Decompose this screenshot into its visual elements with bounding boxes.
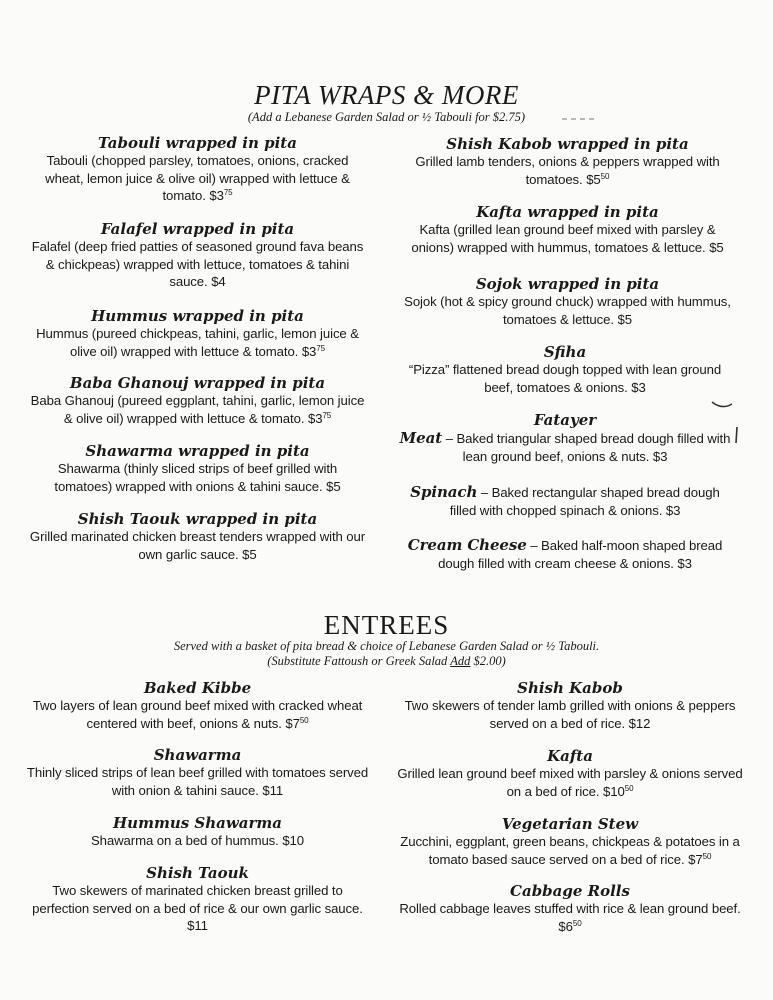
menu-item xyxy=(25,864,370,935)
item-description: Baba Ghanouj (pureed eggplant, tahini, garlic, lemon juice & olive oil) wrapped with lettuce & tomato. $\$3^{75}$ xyxy=(30,393,365,426)
item-name: Baked Kibbe xyxy=(143,679,252,697)
item-name: Hummus Shawarma xyxy=(113,814,282,832)
item-name: Tabouli wrapped in pita xyxy=(98,134,297,152)
item-description: Shawarma on a bed of hummus. $10 xyxy=(90,833,305,848)
menu-item xyxy=(400,343,730,396)
pita-section-title: PITA WRAPS & MORE xyxy=(254,80,519,110)
item-description: Tabouli (chopped parsley, tomatoes, onions, cracked wheat, lemon juice & olive oil) wrapped with lettuce & tomato. $\$3^{75}$ xyxy=(45,153,350,203)
item-description: Thinly sliced strips of lean beef grilled with tomatoes served with onion & tahini sauce. $11 xyxy=(26,765,369,798)
entrees-note: Served with a basket of pita bread & choice of Lebanese Garden Salad or ½ Tabouli. xyxy=(173,639,600,653)
entrees-section-title: ENTREES xyxy=(323,610,450,640)
menu-item xyxy=(395,275,740,328)
menu-item xyxy=(30,307,365,360)
item-description: Spinach – Baked rectangular shaped bread dough filled with chopped spinach & onions. $3 xyxy=(410,483,720,518)
menu-item xyxy=(30,220,365,291)
item-name: Sfiha xyxy=(543,343,587,361)
pen-mark xyxy=(710,398,736,410)
item-name: Spinach xyxy=(410,483,478,501)
item-name: Kafta xyxy=(547,747,593,765)
item-description: Meat – Baked triangular shaped bread dough filled with lean ground beef, onions & nuts. $3 xyxy=(399,429,731,464)
menu-item xyxy=(395,430,735,465)
item-name: Hummus wrapped in pita xyxy=(91,307,304,325)
item-description: Two layers of lean ground beef mixed with cracked wheat centered with beef, onions & nuts. $\$7^{50}$ xyxy=(32,698,363,731)
item-name: Shish Taouk xyxy=(146,864,249,882)
item-description: Sojok (hot & spicy ground chuck) wrapped with hummus, tomatoes & lettuce. $5 xyxy=(404,294,731,327)
item-description: Grilled lean ground beef mixed with parsley & onions served on a bed of rice. $\$10^{50}$ xyxy=(397,766,743,799)
menu-item xyxy=(400,135,735,188)
item-name: Falafel wrapped in pita xyxy=(100,220,295,238)
menu-item xyxy=(395,882,745,935)
menu-item xyxy=(400,537,730,572)
item-description: Rolled cabbage leaves stuffed with rice & lean ground beef. $\$6^{50}$ xyxy=(399,901,741,934)
menu-item xyxy=(25,814,370,850)
item-name: Cream Cheese xyxy=(407,536,527,554)
scan-smudge xyxy=(560,114,600,122)
item-description: “Pizza” flattened bread dough topped with lean ground beef, tomatoes & onions. $3 xyxy=(408,362,722,395)
entrees-substitute-note: (Substitute Fattoush or Greek Salad Add $2.00) xyxy=(267,654,506,668)
item-description: Kafta (grilled lean ground beef mixed with parsley & onions) wrapped with hummus, tomatoes & lettuce. $5 xyxy=(411,222,724,255)
pen-mark xyxy=(733,425,741,445)
item-description: Falafel (deep fried patties of seasoned ground fava beans & chickpeas) wrapped with lettuce, tomatoes & tahini sauce. $4 xyxy=(31,239,364,289)
item-name: Baba Ghanouj wrapped in pita xyxy=(69,374,326,392)
menu-item xyxy=(400,203,735,256)
item-name: Cabbage Rolls xyxy=(510,882,630,900)
item-description: Two skewers of tender lamb grilled with onions & peppers served on a bed of rice. $12 xyxy=(404,698,736,731)
item-name: Vegetarian Stew xyxy=(501,815,639,833)
item-description: Zucchini, eggplant, green beans, chickpeas & potatoes in a tomato based sauce served on a bed of rice. $\$7^{50}$ xyxy=(400,834,740,867)
menu-item xyxy=(25,746,370,799)
item-description: Cream Cheese – Baked half-moon shaped bread dough filled with cream cheese & onions. $3 xyxy=(407,536,723,571)
item-name: Shish Taouk wrapped in pita xyxy=(77,510,318,528)
menu-item xyxy=(30,134,365,205)
item-name: Kafta wrapped in pita xyxy=(476,203,659,221)
item-description: Hummus (pureed chickpeas, tahini, garlic, lemon juice & olive oil) wrapped with lettuce & tomato. $\$3^{75}$ xyxy=(36,326,359,359)
item-name: Meat xyxy=(399,429,443,447)
fatayer-group xyxy=(400,411,730,429)
item-name: Shish Kabob wrapped in pita xyxy=(446,135,689,153)
menu-item xyxy=(395,679,745,732)
item-name: Shawarma xyxy=(153,746,242,764)
item-description: Grilled lamb tenders, onions & peppers wrapped with tomatoes. $\$5^{50}$ xyxy=(415,154,720,187)
menu-item xyxy=(30,374,365,427)
menu-item xyxy=(395,747,745,800)
menu-item xyxy=(25,510,370,563)
item-name: Shawarma wrapped in pita xyxy=(85,442,310,460)
item-description: Grilled marinated chicken breast tenders wrapped with our own garlic sauce. $5 xyxy=(29,529,366,562)
item-description: Two skewers of marinated chicken breast grilled to perfection served on a bed of rice & our own garlic sauce. $11 xyxy=(32,883,363,933)
item-name: Shish Kabob xyxy=(517,679,623,697)
item-description: Shawarma (thinly sliced strips of beef grilled with tomatoes) wrapped with onions & tahini sauce. $5 xyxy=(54,461,341,494)
menu-item xyxy=(395,815,745,868)
menu-item xyxy=(30,442,365,495)
pita-section-note: (Add a Lebanese Garden Salad or ½ Tabouli for $2.75) xyxy=(247,110,526,124)
item-name: Fatayer xyxy=(533,411,597,429)
menu-item xyxy=(400,484,730,519)
item-name: Sojok wrapped in pita xyxy=(475,275,660,293)
menu-item xyxy=(25,679,370,732)
